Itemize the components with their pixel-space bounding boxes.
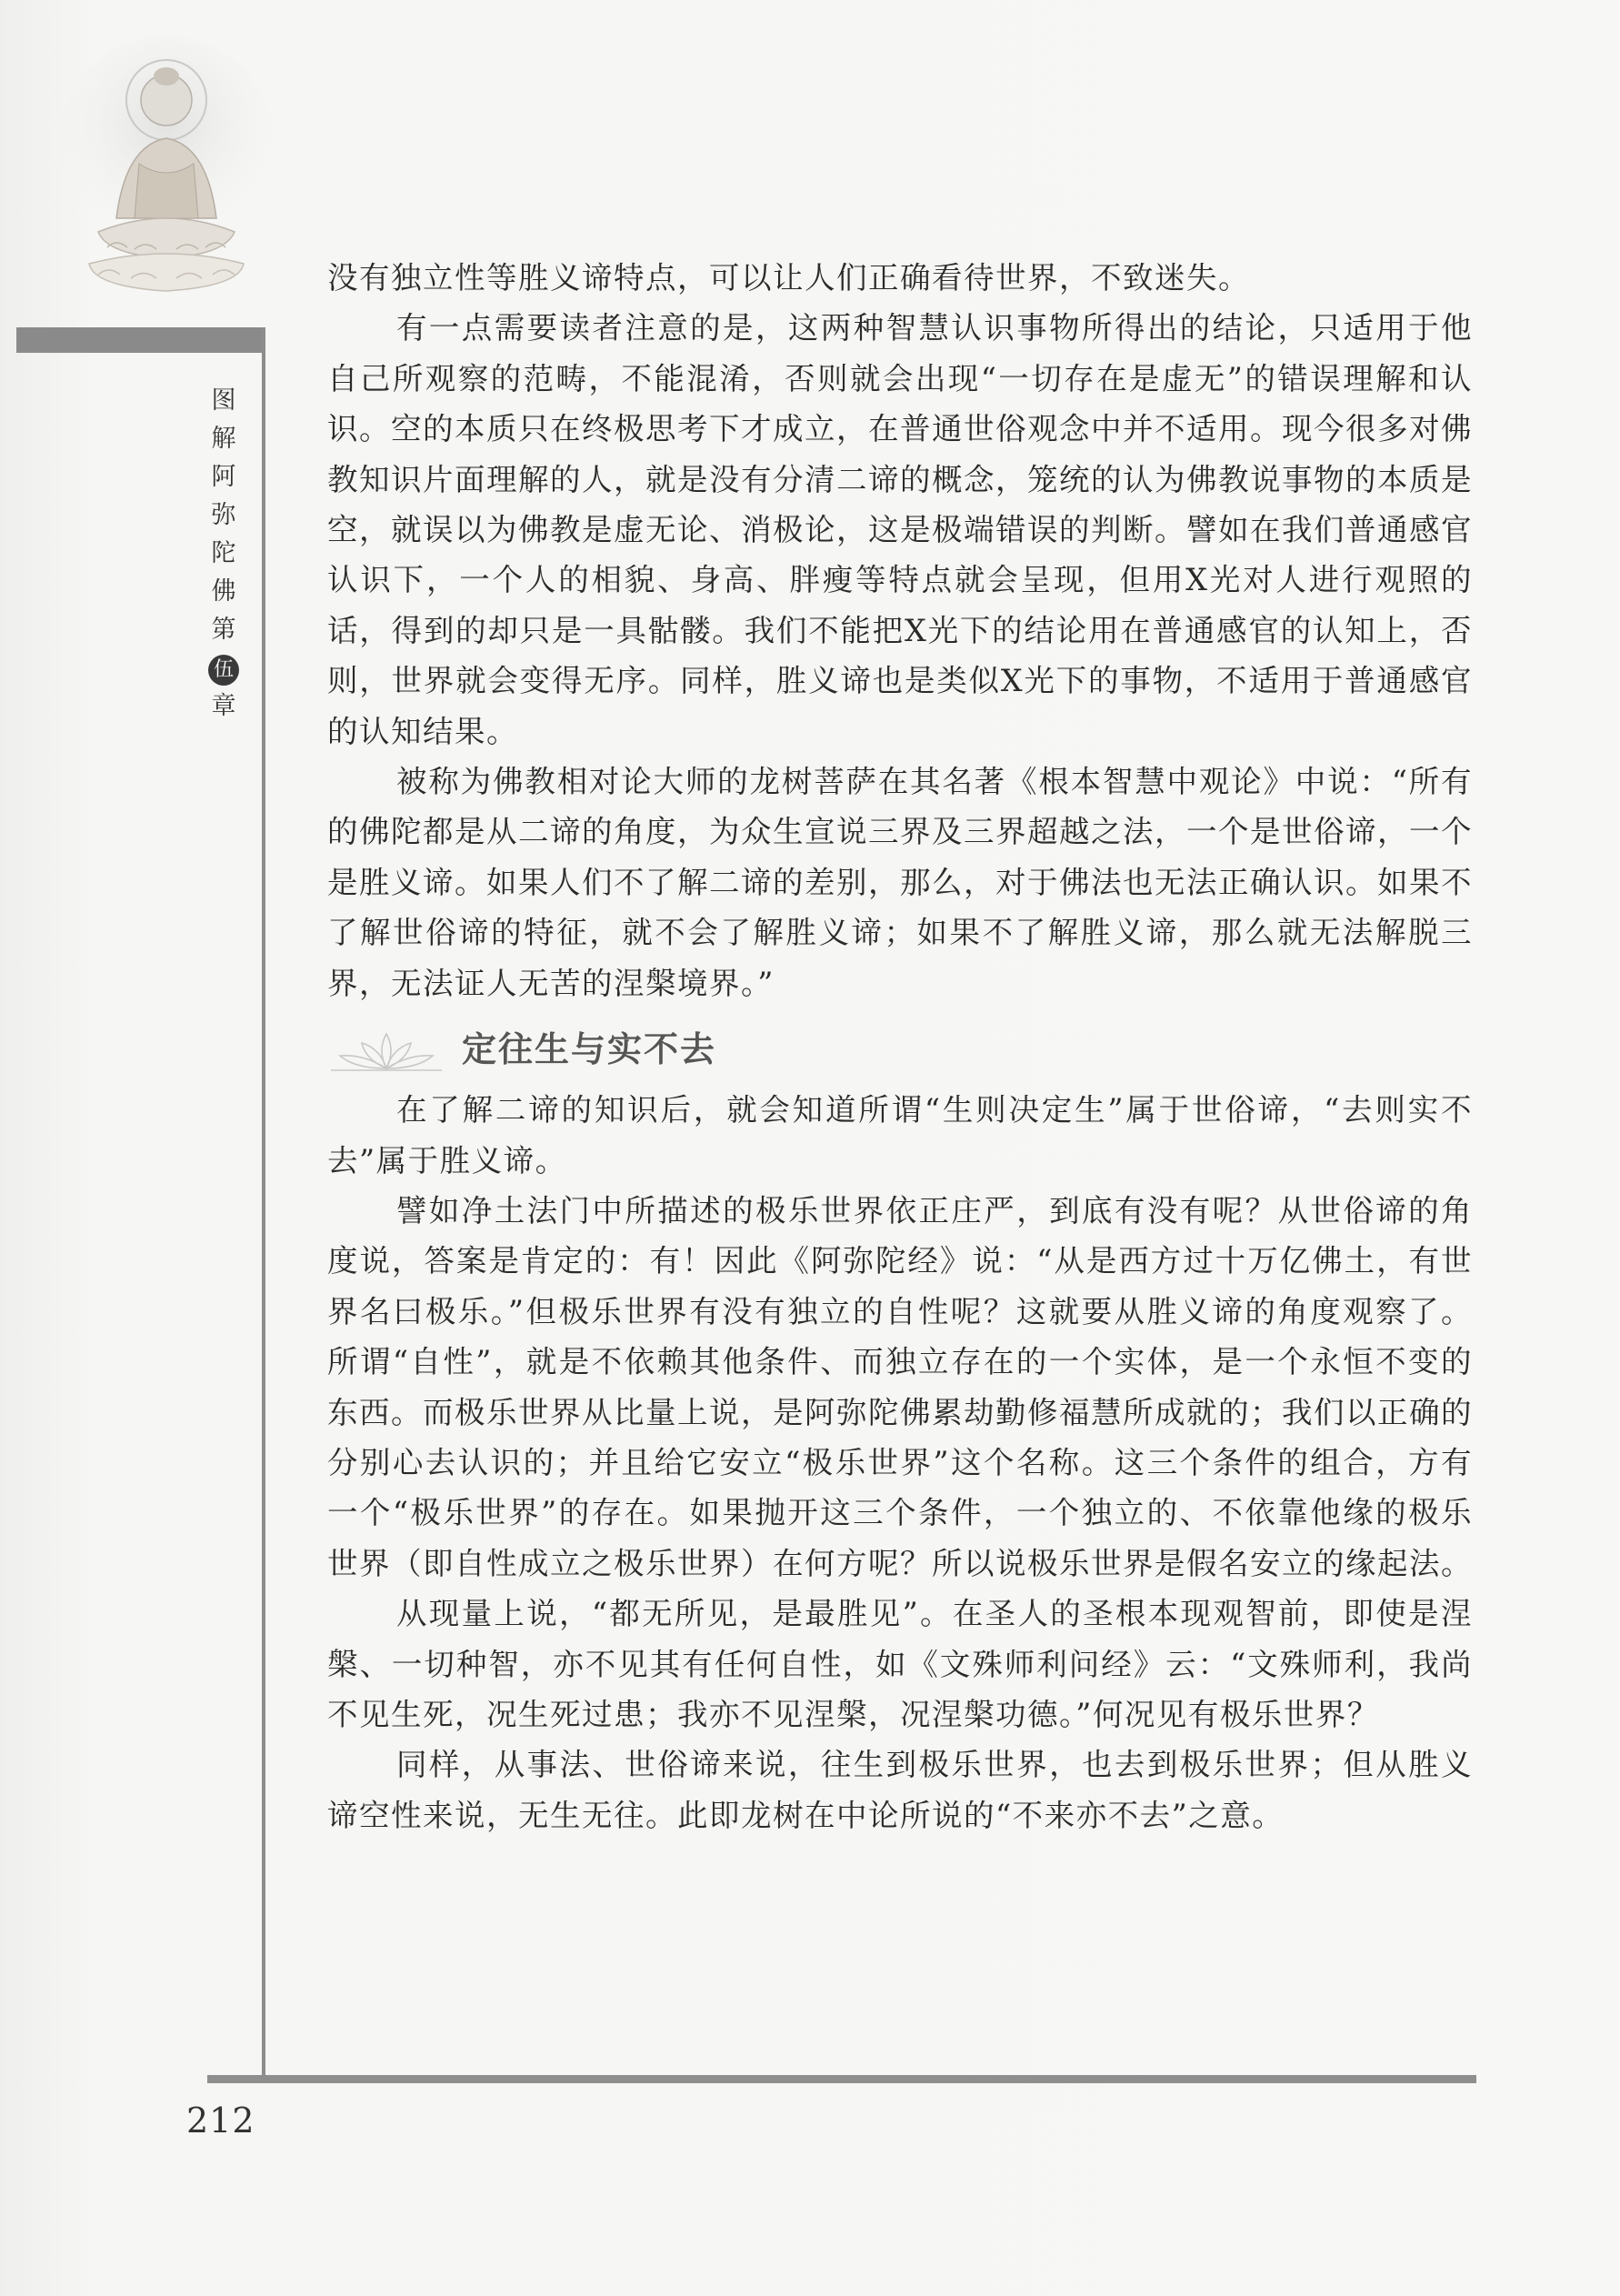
paragraph: 在了解二谛的知识后，就会知道所谓“生则决定生”属于世俗谛，“去则实不去”属于胜义谛。 [327,1092,1473,1178]
section-header [327,1021,1473,1085]
title-char: 陀 [211,539,236,567]
title-char: 佛 [211,577,236,606]
section-heading: 定往生与实不去 [462,1029,717,1070]
paragraph: 被称为佛教相对论大师的龙树菩萨在其名著《根本智慧中观论》中说：“所有的佛陀都是从二谛的角度，为众生宣说三界及三界超越之法，一个是世俗谛，一个是胜义谛。如果人们不了解二谛的差别，那么，对于佛法也无法正确认识。如果不了解世俗谛的特征，就不会了解胜义谛；如果不了解胜义谛，那么就无法解脱三界，无法证人无苦的涅槃境界。” [327,764,1473,1001]
chapter-suffix: 章 [211,692,236,720]
title-char: 弥 [211,501,236,529]
paragraph: 从现量上说，“都无所见，是最胜见”。在圣人的圣根本现观智前，即使是涅槃、一切种智，亦不见其有任何自性，如《文殊师利问经》云：“文殊师利，我尚不见生死，况生死过患；我亦不见涅槃，况涅槃功德。”何况见有极乐世界？ [327,1596,1473,1732]
paragraph: 有一点需要读者注意的是，这两种智慧认识事物所得出的结论，只适用于他自己所观察的范畴，不能混淆，否则就会出现“一切存在是虚无”的错误理解和认识。空的本质只在终极思考下才成立，在普通世俗观念中并不适用。现今很多对佛教知识片面理解的人，就是没有分清二谛的概念，笼统的认为佛教说事物的本质是空，就误以为佛教是虚无论、消极论，这是极端错误的判断。譬如在我们普通感官认识下，一个人的相貌、身高、胖瘦等特点就会呈现，但用X光对人进行观照的话，得到的却只是一具骷髅。我们不能把X光下的结论用在普通感官的认知上，否则，世界就会变得无序。同样，胜义谛也是类似X光下的事物，不适用于普通感官的认知结果。 [327,310,1473,749]
title-char: 阿 [211,463,236,491]
title-char: 解 [211,425,236,453]
main-text [327,253,1473,1840]
paragraph: 没有独立性等胜义谛特点，可以让人们正确看待世界，不致迷失。 [327,260,1250,296]
sidebar-header-strip [16,327,265,353]
page-number: 212 [186,2100,255,2141]
chapter-number-badge: 伍 [208,655,239,686]
lotus-ornament [327,1027,445,1074]
chapter-prefix: 第 [211,616,236,644]
buddha-illustration [44,36,289,309]
title-char: 图 [211,386,236,415]
paragraph: 同样，从事法、世俗谛来说，往生到极乐世界，也去到极乐世界；但从胜义谛空性来说，无生无往。此即龙树在中论所说的“不来亦不去”之意。 [327,1747,1473,1833]
paragraph: 譬如净土法门中所描述的极乐世界依正庄严，到底有没有呢？从世俗谛的角度说，答案是肯定的：有！因此《阿弥陀经》说：“从是西方过十万亿佛土，有世界名曰极乐。”但极乐世界有没有独立的自性呢？这就要从胜义谛的角度观察了。所谓“自性”，就是不依赖其他条件、而独立存在的一个实体，是一个永恒不变的东西。而极乐世界从比量上说，是阿弥陀佛累劫勤修福慧所成就的；我们以正确的分别心去认识的；并且给它安立“极乐世界”这个名称。这三个条件的组合，方有一个“极乐世界”的存在。如果抛开这三个条件，一个独立的、不依靠他缘的极乐世界（即自性成立之极乐世界）在何方呢？所以说极乐世界是假名安立的缘起法。 [327,1192,1473,1581]
sidebar-vertical-rule [262,327,265,2082]
vertical-book-title [207,382,240,726]
footer-rule [207,2075,1476,2083]
